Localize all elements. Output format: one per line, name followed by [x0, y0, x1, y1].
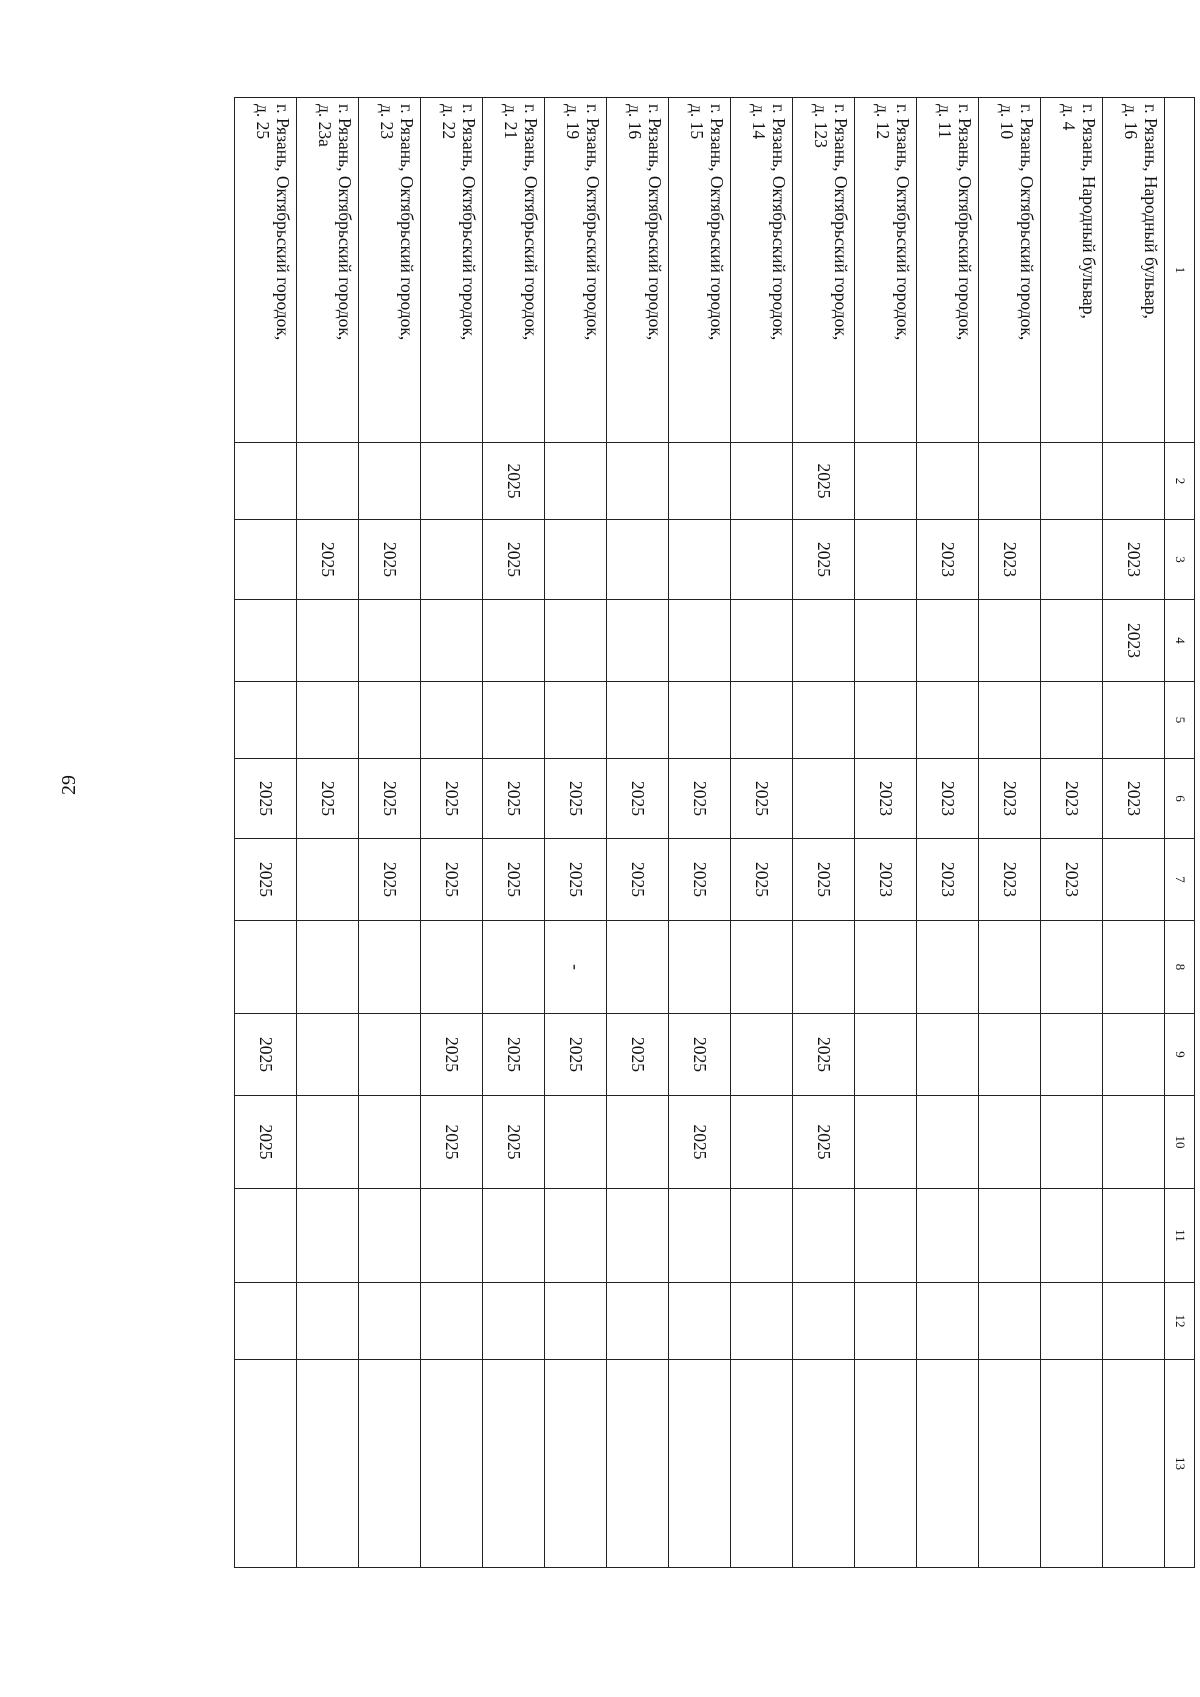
year-cell: 2025 [483, 520, 545, 600]
year-cell [731, 1096, 793, 1189]
year-cell: 2025 [483, 839, 545, 921]
year-cell [669, 1360, 731, 1568]
year-cell [359, 921, 421, 1014]
year-cell [855, 1189, 917, 1283]
year-cell: 2025 [359, 520, 421, 600]
year-cell [607, 443, 669, 520]
year-cell [793, 1283, 855, 1360]
year-cell: 2025 [483, 443, 545, 520]
table-row [669, 98, 731, 1568]
column-number-header: 9 [1165, 1014, 1195, 1096]
year-cell [483, 921, 545, 1014]
year-cell [669, 921, 731, 1014]
year-cell [297, 921, 359, 1014]
table-row [359, 98, 421, 1568]
address-cell [855, 98, 917, 443]
schedule-table [234, 97, 1195, 1568]
year-cell [1103, 921, 1165, 1014]
year-cell [545, 1360, 607, 1568]
address-cell [1103, 98, 1165, 443]
year-cell: 2025 [297, 759, 359, 839]
year-cell [917, 682, 979, 759]
year-cell [235, 1189, 297, 1283]
address-cell [669, 98, 731, 443]
year-cell [1041, 682, 1103, 759]
year-cell [545, 600, 607, 682]
year-cell [297, 839, 359, 921]
address-house: д. 14 [748, 104, 769, 140]
year-cell: 2025 [483, 759, 545, 839]
address-house: д. 10 [996, 104, 1017, 140]
year-cell [1103, 443, 1165, 520]
year-cell: 2023 [1041, 839, 1103, 921]
year-cell [1103, 839, 1165, 921]
year-cell: 2025 [545, 839, 607, 921]
year-cell [793, 682, 855, 759]
year-cell [917, 1014, 979, 1096]
year-cell [979, 1014, 1041, 1096]
column-number-header: 7 [1165, 839, 1195, 921]
year-cell [793, 921, 855, 1014]
year-cell [483, 1283, 545, 1360]
year-cell [855, 921, 917, 1014]
year-cell [421, 1360, 483, 1568]
year-cell [979, 600, 1041, 682]
year-cell [607, 921, 669, 1014]
address-street: г. Рязань, Октябрьский городок, [459, 104, 479, 341]
year-cell [1041, 1096, 1103, 1189]
year-cell [297, 1360, 359, 1568]
year-cell [917, 1189, 979, 1283]
column-number-header: 6 [1165, 759, 1195, 839]
year-cell: 2025 [731, 759, 793, 839]
address-street: г. Рязань, Октябрьский городок, [769, 104, 789, 341]
table-row [1103, 98, 1165, 1568]
year-cell: 2023 [1103, 600, 1165, 682]
year-cell: 2025 [359, 759, 421, 839]
year-cell: 2025 [421, 1014, 483, 1096]
year-cell: 2023 [1041, 759, 1103, 839]
address-street: г. Рязань, Октябрьский городок, [707, 104, 727, 341]
column-number-header: 12 [1165, 1283, 1195, 1360]
year-cell [545, 520, 607, 600]
year-cell [297, 600, 359, 682]
year-cell: 2025 [607, 839, 669, 921]
year-cell [235, 1360, 297, 1568]
address-house: д. 11 [934, 104, 955, 139]
year-cell [1041, 520, 1103, 600]
column-number-header: 10 [1165, 1096, 1195, 1189]
address-house: д. 19 [562, 104, 583, 140]
year-cell [731, 443, 793, 520]
year-cell [1103, 1283, 1165, 1360]
year-cell: 2023 [979, 759, 1041, 839]
year-cell [917, 1283, 979, 1360]
year-cell [793, 759, 855, 839]
address-cell [607, 98, 669, 443]
table-row [235, 98, 297, 1568]
year-cell [607, 1360, 669, 1568]
address-street: г. Рязань, Октябрьский городок, [335, 104, 355, 341]
year-cell [855, 443, 917, 520]
year-cell [297, 1014, 359, 1096]
year-cell: 2025 [421, 839, 483, 921]
address-cell [421, 98, 483, 443]
year-cell: 2023 [917, 839, 979, 921]
year-cell [855, 1096, 917, 1189]
year-cell [359, 1360, 421, 1568]
address-cell [731, 98, 793, 443]
address-house: д. 123 [810, 104, 831, 148]
year-cell [607, 1189, 669, 1283]
year-cell [855, 1283, 917, 1360]
year-cell [731, 921, 793, 1014]
year-cell: 2025 [793, 1014, 855, 1096]
year-cell [421, 1283, 483, 1360]
address-street: г. Рязань, Октябрьский городок, [831, 104, 851, 341]
year-cell [483, 682, 545, 759]
year-cell: 2023 [1103, 520, 1165, 600]
year-cell: 2025 [793, 1096, 855, 1189]
year-cell [235, 520, 297, 600]
year-cell [483, 1189, 545, 1283]
address-house: д. 15 [686, 104, 707, 140]
address-street: г. Рязань, Октябрьский городок, [521, 104, 541, 341]
year-cell [359, 1283, 421, 1360]
year-cell: 2025 [235, 759, 297, 839]
year-cell [793, 1189, 855, 1283]
year-cell [359, 1014, 421, 1096]
year-cell: 2025 [483, 1014, 545, 1096]
year-cell: 2025 [669, 759, 731, 839]
year-cell [545, 682, 607, 759]
column-number-header: 11 [1165, 1189, 1195, 1283]
year-cell [669, 520, 731, 600]
page-number: 29 [58, 775, 80, 795]
year-cell: - [545, 921, 607, 1014]
year-cell [483, 600, 545, 682]
year-cell [669, 682, 731, 759]
address-house: д. 12 [872, 104, 893, 140]
address-cell [483, 98, 545, 443]
year-cell [545, 1096, 607, 1189]
year-cell: 2025 [669, 1096, 731, 1189]
year-cell: 2025 [731, 839, 793, 921]
year-cell: 2025 [793, 443, 855, 520]
year-cell [359, 682, 421, 759]
year-cell [235, 682, 297, 759]
year-cell: 2023 [979, 520, 1041, 600]
year-cell [607, 520, 669, 600]
address-house: д. 23а [314, 104, 335, 147]
year-cell [855, 600, 917, 682]
address-street: г. Рязань, Октябрьский городок, [955, 104, 975, 341]
table-row [607, 98, 669, 1568]
year-cell [1103, 1014, 1165, 1096]
table-body [235, 98, 1195, 1568]
year-cell [731, 1283, 793, 1360]
address-street: г. Рязань, Октябрьский городок, [645, 104, 665, 341]
address-street: г. Рязань, Октябрьский городок, [273, 104, 293, 341]
year-cell: 2025 [669, 1014, 731, 1096]
address-cell [545, 98, 607, 443]
year-cell [793, 1360, 855, 1568]
address-cell [1041, 98, 1103, 443]
year-cell [917, 600, 979, 682]
year-cell [979, 1283, 1041, 1360]
year-cell [235, 443, 297, 520]
year-cell [855, 1360, 917, 1568]
year-cell: 2025 [793, 839, 855, 921]
year-cell [979, 682, 1041, 759]
year-cell: 2025 [235, 1096, 297, 1189]
year-cell: 2025 [545, 1014, 607, 1096]
year-cell [669, 600, 731, 682]
year-cell [607, 682, 669, 759]
year-cell [669, 1189, 731, 1283]
year-cell [607, 600, 669, 682]
address-house: д. 4 [1058, 104, 1079, 131]
year-cell [979, 921, 1041, 1014]
year-cell [979, 1096, 1041, 1189]
address-street: г. Рязань, Октябрьский городок, [583, 104, 603, 341]
year-cell [1041, 443, 1103, 520]
year-cell [235, 1283, 297, 1360]
year-cell: 2023 [979, 839, 1041, 921]
table-row [731, 98, 793, 1568]
table-row [793, 98, 855, 1568]
address-cell [979, 98, 1041, 443]
year-cell: 2025 [793, 520, 855, 600]
year-cell [359, 443, 421, 520]
address-cell [359, 98, 421, 443]
year-cell [731, 1014, 793, 1096]
table-row [545, 98, 607, 1568]
year-cell [1041, 921, 1103, 1014]
address-cell [235, 98, 297, 443]
year-cell: 2025 [421, 1096, 483, 1189]
address-street: г. Рязань, Октябрьский городок, [1017, 104, 1037, 341]
column-number-header: 4 [1165, 600, 1195, 682]
year-cell [855, 682, 917, 759]
year-cell [1103, 682, 1165, 759]
year-cell [545, 443, 607, 520]
column-number-header: 2 [1165, 443, 1195, 520]
table-row [483, 98, 545, 1568]
year-cell [917, 443, 979, 520]
year-cell [297, 1283, 359, 1360]
year-cell: 2023 [917, 520, 979, 600]
year-cell [235, 600, 297, 682]
year-cell [483, 1360, 545, 1568]
year-cell: 2025 [235, 839, 297, 921]
year-cell [359, 1189, 421, 1283]
year-cell [917, 1096, 979, 1189]
year-cell: 2025 [545, 759, 607, 839]
year-cell: 2023 [855, 839, 917, 921]
year-cell [545, 1283, 607, 1360]
year-cell [1041, 1360, 1103, 1568]
column-number-header: 3 [1165, 520, 1195, 600]
year-cell [359, 1096, 421, 1189]
address-house: д. 16 [624, 104, 645, 140]
address-street: г. Рязань, Октябрьский городок, [397, 104, 417, 341]
address-street: г. Рязань, Народный бульвар, [1141, 104, 1161, 319]
year-cell [235, 921, 297, 1014]
year-cell: 2023 [855, 759, 917, 839]
year-cell [1041, 1189, 1103, 1283]
year-cell [855, 520, 917, 600]
year-cell [917, 1360, 979, 1568]
year-cell: 2025 [235, 1014, 297, 1096]
address-house: д. 23 [376, 104, 397, 140]
year-cell [979, 443, 1041, 520]
address-street: г. Рязань, Октябрьский городок, [893, 104, 913, 341]
year-cell: 2025 [607, 759, 669, 839]
year-cell [421, 682, 483, 759]
year-cell [731, 520, 793, 600]
address-cell [793, 98, 855, 443]
year-cell [297, 1096, 359, 1189]
year-cell [855, 1014, 917, 1096]
year-cell: 2023 [917, 759, 979, 839]
year-cell [1041, 1283, 1103, 1360]
year-cell: 2025 [607, 1014, 669, 1096]
year-cell [731, 1189, 793, 1283]
year-cell [917, 921, 979, 1014]
address-house: д. 21 [500, 104, 521, 140]
year-cell [1041, 1014, 1103, 1096]
year-cell: 2025 [359, 839, 421, 921]
year-cell [1103, 1096, 1165, 1189]
year-cell [421, 1189, 483, 1283]
table-row [979, 98, 1041, 1568]
year-cell [297, 443, 359, 520]
year-cell [1103, 1189, 1165, 1283]
table-row [917, 98, 979, 1568]
year-cell [297, 1189, 359, 1283]
schedule-table-rotated [235, 97, 1195, 1567]
address-house: д. 25 [252, 104, 273, 140]
year-cell [979, 1189, 1041, 1283]
column-number-row [1165, 98, 1195, 1568]
year-cell: 2023 [1103, 759, 1165, 839]
column-number-header: 1 [1165, 98, 1195, 443]
address-cell [917, 98, 979, 443]
year-cell [979, 1360, 1041, 1568]
year-cell [607, 1283, 669, 1360]
year-cell [421, 443, 483, 520]
year-cell [607, 1096, 669, 1189]
year-cell [731, 600, 793, 682]
address-house: д. 16 [1120, 104, 1141, 140]
year-cell [669, 1283, 731, 1360]
year-cell [731, 1360, 793, 1568]
year-cell [1041, 600, 1103, 682]
table-row [855, 98, 917, 1568]
column-number-header: 8 [1165, 921, 1195, 1014]
year-cell [421, 921, 483, 1014]
year-cell [669, 443, 731, 520]
address-street: г. Рязань, Народный бульвар, [1079, 104, 1099, 319]
column-number-header: 5 [1165, 682, 1195, 759]
column-number-header: 13 [1165, 1360, 1195, 1568]
address-house: д. 22 [438, 104, 459, 140]
table-row [297, 98, 359, 1568]
year-cell [545, 1189, 607, 1283]
year-cell [421, 600, 483, 682]
table-row [421, 98, 483, 1568]
year-cell: 2025 [669, 839, 731, 921]
year-cell [297, 682, 359, 759]
year-cell: 2025 [421, 759, 483, 839]
year-cell [421, 520, 483, 600]
year-cell: 2025 [297, 520, 359, 600]
year-cell [1103, 1360, 1165, 1568]
address-cell [297, 98, 359, 443]
year-cell [793, 600, 855, 682]
year-cell [359, 600, 421, 682]
year-cell [731, 682, 793, 759]
table-row [1041, 98, 1103, 1568]
year-cell: 2025 [483, 1096, 545, 1189]
